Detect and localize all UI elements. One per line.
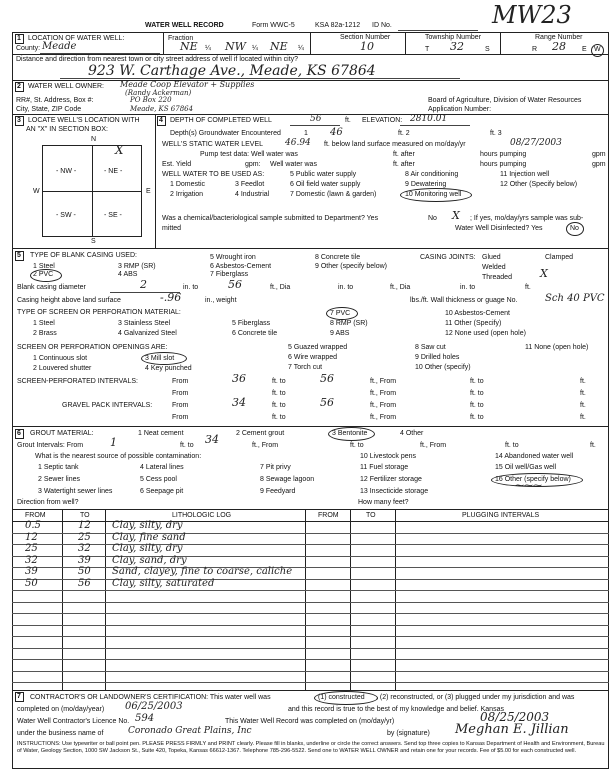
perf-ft-from: ft., From — [370, 378, 397, 385]
section-number[interactable]: 10 — [360, 40, 374, 53]
contamination-label: What is the nearest source of possible contamination: — [35, 453, 202, 460]
section-1-number: 1 — [17, 35, 21, 42]
diameter-in-to-3: in. to — [460, 284, 476, 291]
use-air-conditioning[interactable]: 8 Air conditioning — [405, 171, 459, 178]
log-row-to[interactable]: 25 — [78, 531, 91, 543]
section-6-number: 6 — [17, 430, 21, 437]
use-other[interactable]: 12 Other (Specify below) — [500, 181, 578, 188]
gravel-ft-end-2: ft. — [580, 414, 586, 421]
open-drilled[interactable]: 9 Drilled holes — [415, 354, 460, 361]
section-5-number: 5 — [17, 252, 21, 259]
static-date[interactable]: 08/27/2003 — [510, 138, 562, 148]
depth-label: DEPTH OF COMPLETED WELL — [170, 117, 272, 124]
source-sewer[interactable]: 2 Sewer lines — [38, 476, 81, 483]
casing-other[interactable]: 9 Other (specify below) — [315, 263, 387, 270]
mill-slot-circle — [141, 352, 187, 365]
joint-glued[interactable]: Glued — [482, 254, 501, 261]
grout-from[interactable]: 1 — [110, 436, 117, 449]
distance-label: Distance and direction from nearest town or city street address of well if located within city? — [16, 56, 299, 63]
log-lithologic-header: LITHOLOGIC LOG — [172, 512, 232, 519]
water-use-label: WELL WATER TO BE USED AS: — [162, 171, 265, 178]
screen-abs[interactable]: 9 ABS — [330, 330, 350, 337]
perf-ft-from-2: ft., From — [370, 390, 397, 397]
perf-from-label: From — [172, 378, 189, 385]
perf-ft-to: ft. to — [272, 378, 286, 385]
signature[interactable]: Meghan E. Jillian — [455, 722, 569, 737]
screen-asbestos[interactable]: 10 Asbestos-Cement — [445, 310, 510, 317]
use-oilfield[interactable]: 6 Oil field water supply — [290, 181, 361, 188]
diameter-in-to-2: in. to — [338, 284, 354, 291]
diameter-ft: ft. — [525, 284, 531, 291]
casing-type-label: TYPE OF BLANK CASING USED: — [30, 252, 137, 259]
nw-quadrant: - NW - — [56, 168, 77, 175]
bentonite-circle — [328, 427, 375, 441]
source-abandoned[interactable]: 14 Abandoned water well — [495, 453, 574, 460]
source-oil-gas[interactable]: 15 Oil well/Gas well — [495, 464, 557, 471]
log-from-header-2: FROM — [318, 512, 339, 519]
joint-clamped[interactable]: Clamped — [545, 254, 574, 261]
casing-concrete[interactable]: 8 Concrete tile — [315, 254, 361, 261]
section-3-number: 3 — [17, 117, 21, 124]
groundwater-1[interactable]: 46 — [330, 127, 343, 138]
gravel-ft-to-4: ft. to — [470, 414, 484, 421]
use-injection[interactable]: 11 Injection well — [500, 171, 550, 178]
yield-ft-after: ft. after — [393, 161, 415, 168]
fraction-label: Fraction — [168, 35, 194, 42]
log-row-to[interactable]: 32 — [78, 543, 91, 554]
grout-to[interactable]: 34 — [205, 433, 219, 446]
screen-concrete[interactable]: 6 Concrete tile — [232, 330, 278, 337]
locate-label: LOCATE WELL'S LOCATION WITH — [28, 117, 140, 124]
direction-label: Direction from well? — [17, 499, 79, 506]
fraction-3[interactable]: NE — [270, 40, 288, 53]
source-fuel[interactable]: 11 Fuel storage — [360, 464, 409, 471]
owner-value[interactable]: Meade Coop Elevator + Supplies — [120, 80, 255, 89]
perf-ft-to-2: ft. to — [470, 378, 484, 385]
screen-steel[interactable]: 1 Steel — [33, 320, 55, 327]
casing-fiberglass[interactable]: 7 Fiberglass — [210, 271, 249, 278]
screen-material-label: TYPE OF SCREEN OR PERFORATION MATERIAL: — [17, 309, 181, 316]
constructed-circle — [314, 691, 378, 705]
open-louvered[interactable]: 2 Louvered shutter — [33, 365, 92, 372]
log-from-header: FROM — [25, 512, 46, 519]
gravel-ft-to-3: ft. to — [272, 414, 286, 421]
grout-ft-to: ft. to — [180, 442, 194, 449]
gravel-from-label-2: From — [172, 414, 189, 421]
gravel-ft-to: ft. to — [272, 402, 286, 409]
height-value[interactable]: -.96 — [160, 291, 182, 304]
disinfected-no-circle — [566, 222, 584, 236]
open-continuous[interactable]: 1 Continuous slot — [33, 355, 88, 362]
completed-label: completed on (mo/day/year) — [17, 706, 105, 713]
north-label: N — [91, 136, 97, 143]
chemical-mitted: mitted — [162, 225, 182, 232]
casing-wrought-iron[interactable]: 5 Wrought iron — [210, 254, 256, 261]
use-domestic[interactable]: 1 Domestic — [170, 181, 206, 188]
log-row-from[interactable]: 12 — [25, 531, 38, 543]
open-gauzed[interactable]: 5 Guazed wrapped — [288, 344, 348, 351]
city-value[interactable]: Meade, KS 67864 — [130, 105, 194, 113]
diameter-to-ft[interactable]: 56 — [228, 278, 242, 291]
city-label: City, State, ZIP Code — [16, 106, 82, 113]
use-feedlot[interactable]: 3 Feedlot — [235, 181, 265, 188]
t-prefix: T — [425, 46, 430, 53]
yield-well-was: Well water was — [270, 161, 317, 168]
depth-value[interactable]: 56 — [310, 114, 322, 124]
elevation-value[interactable]: 2810.01 — [410, 114, 448, 124]
diameter-label: Blank casing diameter — [17, 284, 86, 291]
perf-from-label-2: From — [172, 390, 189, 397]
location-label: LOCATION OF WATER WELL: — [28, 35, 125, 42]
use-dewatering[interactable]: 9 Dewatering — [405, 181, 447, 188]
casing-rmp[interactable]: 3 RMP (SR) — [118, 263, 156, 270]
open-torch-cut[interactable]: 7 Torch cut — [288, 364, 323, 371]
true-record-text: and this record is true to the best of my knowledge and belief. Kansas — [288, 706, 504, 713]
w-circle — [591, 44, 604, 57]
log-to-header: TO — [80, 512, 90, 519]
groundwater-3-label: ft. 3 — [490, 130, 502, 137]
grout-ft-from: ft., From — [252, 442, 279, 449]
section-4-number: 4 — [159, 117, 163, 124]
diameter-in-to: in. to — [183, 284, 199, 291]
quarter-mark: ¼ — [298, 45, 304, 52]
gauge-value[interactable]: Sch 40 PVC — [545, 293, 605, 304]
ne-quadrant: - NE - — [104, 168, 123, 175]
disinfected-no[interactable]: No — [570, 225, 579, 232]
use-industrial[interactable]: 4 Industrial — [235, 191, 270, 198]
depth-ft: ft. — [345, 117, 351, 124]
owner-contact[interactable]: (Randy Ackerman) — [125, 89, 192, 97]
r-prefix: R — [532, 46, 538, 53]
source-cess-pool[interactable]: 5 Cess pool — [140, 476, 177, 483]
source-watertight[interactable]: 3 Watertight sewer lines — [38, 488, 113, 495]
perforated-label: SCREEN-PERFORATED INTERVALS: — [17, 378, 138, 385]
log-row-to[interactable]: 39 — [78, 554, 91, 566]
use-irrigation[interactable]: 2 Irrigation — [170, 191, 204, 198]
locate-label-2: AN "X" IN SECTION BOX: — [26, 126, 108, 133]
grout-ft-to-3: ft. to — [505, 442, 519, 449]
disinfected-label: Water Well Disinfected? Yes — [455, 225, 543, 232]
groundwater-2-label: ft. 2 — [398, 130, 410, 137]
perf-ft-to-3: ft. to — [272, 390, 286, 397]
open-wire-wrapped[interactable]: 6 Wire wrapped — [288, 354, 338, 361]
chemical-no[interactable]: No — [428, 215, 437, 222]
use-monitoring[interactable]: 10 Monitoring well — [405, 191, 462, 198]
w-option[interactable]: W — [594, 46, 601, 53]
gravel-ft-end: ft. — [580, 402, 586, 409]
license-label: Water Well Contractor's Licence No. — [17, 718, 130, 725]
s-suffix: S — [485, 46, 490, 53]
certification-text: CONTRACTOR'S OR LANDOWNER'S CERTIFICATION: This water well was — [30, 694, 271, 701]
section-7-number: 7 — [17, 693, 21, 700]
log-row-description[interactable]: Clay, sand, dry — [112, 554, 187, 566]
range-label: Range Number — [535, 34, 583, 41]
yield-label: Est. Yield — [162, 161, 192, 168]
groundwater-1-prefix: 1 — [304, 130, 308, 137]
township-number[interactable]: 32 — [450, 40, 464, 53]
open-other[interactable]: 10 Other (specify) — [415, 364, 471, 371]
e-option: E — [582, 46, 587, 53]
grout-neat-cement[interactable]: 1 Neat cement — [138, 430, 184, 437]
elevation-label: ELEVATION: — [362, 117, 403, 124]
south-label: S — [91, 238, 96, 245]
address-value[interactable]: 923 W. Carthage Ave., Meade, KS 67864 — [88, 63, 376, 79]
screen-galvanized[interactable]: 4 Galvanized Steel — [118, 330, 177, 337]
diameter-value[interactable]: 2 — [140, 278, 147, 291]
section-2-number: 2 — [17, 83, 21, 90]
screen-pvc[interactable]: 7 PVC — [330, 310, 351, 317]
weight-label: in., weight — [205, 297, 237, 304]
pump-gpm: gpm — [592, 151, 606, 158]
form-title: WATER WELL RECORD — [145, 22, 224, 29]
joint-welded[interactable]: Welded — [482, 264, 506, 271]
chemical-sample-rest: ; If yes, mo/day/yrs sample was sub- — [470, 215, 584, 222]
casing-pvc[interactable]: 2 PVC — [33, 271, 54, 278]
owner-label: WATER WELL OWNER: — [28, 83, 104, 90]
grout-other[interactable]: 4 Other — [400, 430, 424, 437]
sw-quadrant: - SW - — [56, 212, 76, 219]
form-number: Form WWC-5 — [252, 22, 295, 29]
source-lagoon[interactable]: 8 Sewage lagoon — [260, 476, 315, 483]
screen-none[interactable]: 12 None used (open hole) — [445, 330, 526, 337]
perf-ft-end-2: ft. — [580, 390, 586, 397]
source-fertilizer[interactable]: 12 Fertilizer storage — [360, 476, 422, 483]
static-label: WELL'S STATIC WATER LEVEL — [162, 141, 264, 148]
yield-gpm-2: gpm — [592, 161, 606, 168]
certification-rest: , (2) reconstructed, or (3) plugged under my jurisdiction and was — [376, 694, 575, 701]
po-box-value[interactable]: PO Box 220 — [130, 96, 172, 104]
township-label: Township Number — [425, 34, 482, 41]
quarter-mark: ¼ — [205, 45, 211, 52]
west-label: W — [33, 188, 40, 195]
perf-to[interactable]: 56 — [320, 372, 334, 385]
screen-stainless[interactable]: 3 Stainless Steel — [118, 320, 171, 327]
log-row-description[interactable]: Clay, silty, dry — [112, 520, 183, 531]
open-none[interactable]: 11 None (open hole) — [525, 344, 589, 351]
log-row-to[interactable]: 56 — [78, 577, 91, 589]
joint-threaded[interactable]: Threaded — [482, 274, 512, 281]
section-number-label: Section Number — [340, 34, 391, 41]
gravel-ft-from: ft., From — [370, 402, 397, 409]
wall-thickness-label: lbs./ft. Wall thickness or guage No. — [410, 297, 518, 304]
log-row-from[interactable]: 50 — [25, 577, 38, 589]
static-value[interactable]: 46.94 — [285, 138, 311, 148]
log-row-from[interactable]: 32 — [25, 554, 38, 566]
diameter-ft-dia-2: ft., Dia — [390, 284, 411, 291]
casing-steel[interactable]: 1 Steel — [33, 263, 55, 270]
gravel-ft-from-2: ft., From — [370, 414, 397, 421]
signature-label: by (signature) — [387, 730, 430, 737]
yield-gpm: gpm: — [245, 161, 261, 168]
source-other-scribble: ⁓⁓⁓ — [515, 481, 542, 491]
county-label: County: — [16, 45, 41, 52]
application-label: Application Number: — [428, 106, 492, 113]
license-number[interactable]: 594 — [135, 713, 155, 724]
log-row-description[interactable]: Clay, silty, dry — [112, 543, 183, 554]
yield-hours: hours pumping — [480, 161, 527, 168]
openings-label: SCREEN OR PERFORATION OPENINGS ARE: — [17, 344, 168, 351]
address-label: RR#, St. Address, Box #: — [16, 97, 94, 104]
log-row-from[interactable]: 0.5 — [25, 520, 41, 531]
log-row-description[interactable]: Clay, fine sand — [112, 531, 186, 543]
log-row-description[interactable]: Sand, clayey, fine to coarse, caliche — [112, 566, 293, 577]
location-x-mark: X — [115, 143, 124, 157]
screen-other[interactable]: 11 Other (Specify) — [445, 320, 502, 327]
screen-pvc-circle — [326, 307, 358, 320]
constructed-option[interactable]: (1) constructed — [318, 694, 365, 701]
casing-pvc-circle — [30, 269, 62, 282]
chemical-no-mark: X — [452, 209, 460, 222]
grout-ft-end: ft. — [590, 442, 596, 449]
log-row-description[interactable]: Clay, silty, saturated — [112, 577, 215, 589]
log-row-to[interactable]: 12 — [78, 520, 91, 531]
log-to-header-2: TO — [366, 512, 376, 519]
source-lateral[interactable]: 4 Lateral lines — [140, 464, 184, 471]
monitoring-circle — [400, 188, 472, 202]
source-other[interactable]: 16 Other (specify below) — [495, 476, 571, 483]
static-rest: ft. below land surface measured on mo/day/yr — [324, 141, 466, 148]
source-feedyard[interactable]: 9 Feedyard — [260, 488, 296, 495]
open-saw-cut[interactable]: 8 Saw cut — [415, 344, 446, 351]
record-completed-text: This Water Well Record was completed on (mo/day/yr) — [225, 718, 395, 725]
pump-hours: hours pumping — [480, 151, 527, 158]
grout-intervals-label: Grout Intervals: From — [17, 442, 84, 449]
log-row-to[interactable]: 50 — [78, 566, 91, 577]
source-insecticide[interactable]: 13 Insecticide storage — [360, 488, 429, 495]
instructions-text: INSTRUCTIONS: Use typewriter or ball point pen. PLEASE PRESS FIRMLY and PRINT clearly. Please fill in blanks, underline or circle the correct answers. Send top three copies to Kansas Department of Health and Environment, Bureau of Water, Geology Section, 1000 SW Jackson St., Suite 420, Topeka, Kansas 66612-1367. Telephone 785-296-5522. Send one to WATER WELL OWNER and retain one for your records. Fee of $5.00 for each constructed well. — [17, 741, 605, 754]
screen-fiberglass[interactable]: 5 Fiberglass — [232, 320, 271, 327]
perf-from[interactable]: 36 — [232, 372, 246, 385]
open-mill-slot[interactable]: 3 Mill slot — [145, 355, 175, 362]
source-seepage[interactable]: 6 Seepage pit — [140, 488, 184, 495]
gravel-label: GRAVEL PACK INTERVALS: — [62, 402, 153, 409]
source-pit-privy[interactable]: 7 Pit privy — [260, 464, 291, 471]
pump-test-label: Pump test data: Well water was — [200, 151, 298, 158]
casing-abs[interactable]: 4 ABS — [118, 271, 138, 278]
completed-date[interactable]: 06/25/2003 — [125, 701, 183, 712]
fraction-2[interactable]: NW — [225, 40, 246, 53]
se-quadrant: - SE - — [104, 212, 122, 219]
business-label: under the business name of — [17, 730, 104, 737]
use-lawn[interactable]: 7 Domestic (lawn & garden) — [290, 191, 377, 198]
fraction-1[interactable]: NE — [180, 40, 198, 53]
screen-brass[interactable]: 2 Brass — [33, 330, 57, 337]
grout-ft-from-2: ft., From — [420, 442, 447, 449]
plugging-header: PLUGGING INTERVALS — [462, 512, 540, 519]
pump-ft-after: ft. after — [393, 151, 415, 158]
board-text: Board of Agriculture, Division of Water Resources — [428, 97, 582, 104]
chemical-sample-question: Was a chemical/bacteriological sample submitted to Department? Yes — [162, 215, 379, 222]
source-livestock[interactable]: 10 Livestock pens — [360, 453, 417, 460]
grout-ft-to-2: ft. to — [350, 442, 364, 449]
corner-mark: MW23 — [492, 1, 572, 29]
range-number[interactable]: 28 — [552, 40, 566, 53]
id-label: ID No. — [372, 22, 392, 29]
gravel-from-label: From — [172, 402, 189, 409]
log-row-from[interactable]: 25 — [25, 543, 38, 554]
open-key-punched[interactable]: 4 Key punched — [145, 365, 192, 372]
height-label: Casing height above land surface — [17, 297, 121, 304]
joints-label: CASING JOINTS: — [420, 254, 476, 261]
grout-label: GROUT MATERIAL: — [30, 430, 94, 437]
gravel-to[interactable]: 56 — [320, 396, 334, 409]
ksa-ref: KSA 82a-1212 — [315, 22, 361, 29]
record-completed-date[interactable]: 08/25/2003 — [480, 710, 550, 724]
perf-ft-end: ft. — [580, 378, 586, 385]
grout-cement[interactable]: 2 Cement grout — [236, 430, 285, 437]
perf-ft-to-4: ft. to — [470, 390, 484, 397]
screen-rmp[interactable]: 8 RMP (SR) — [330, 320, 368, 327]
gravel-from[interactable]: 34 — [232, 396, 246, 409]
source-septic[interactable]: 1 Septic tank — [38, 464, 79, 471]
feet-label: How many feet? — [358, 499, 409, 506]
use-public[interactable]: 5 Public water supply — [290, 171, 357, 178]
log-row-from[interactable]: 39 — [25, 566, 38, 577]
diameter-ft-dia: ft., Dia — [270, 284, 291, 291]
joint-threaded-mark: X — [540, 267, 548, 280]
gravel-ft-to-2: ft. to — [470, 402, 484, 409]
business-name[interactable]: Coronado Great Plains, Inc — [128, 726, 252, 736]
county-value[interactable]: Meade — [42, 41, 77, 52]
casing-asbestos[interactable]: 6 Asbestos-Cement — [210, 263, 272, 270]
east-label: E — [146, 188, 151, 195]
groundwater-label: Depth(s) Groundwater Encountered — [170, 130, 281, 137]
quarter-mark: ¼ — [252, 45, 258, 52]
grout-bentonite[interactable]: 3 Bentonite — [332, 430, 368, 437]
